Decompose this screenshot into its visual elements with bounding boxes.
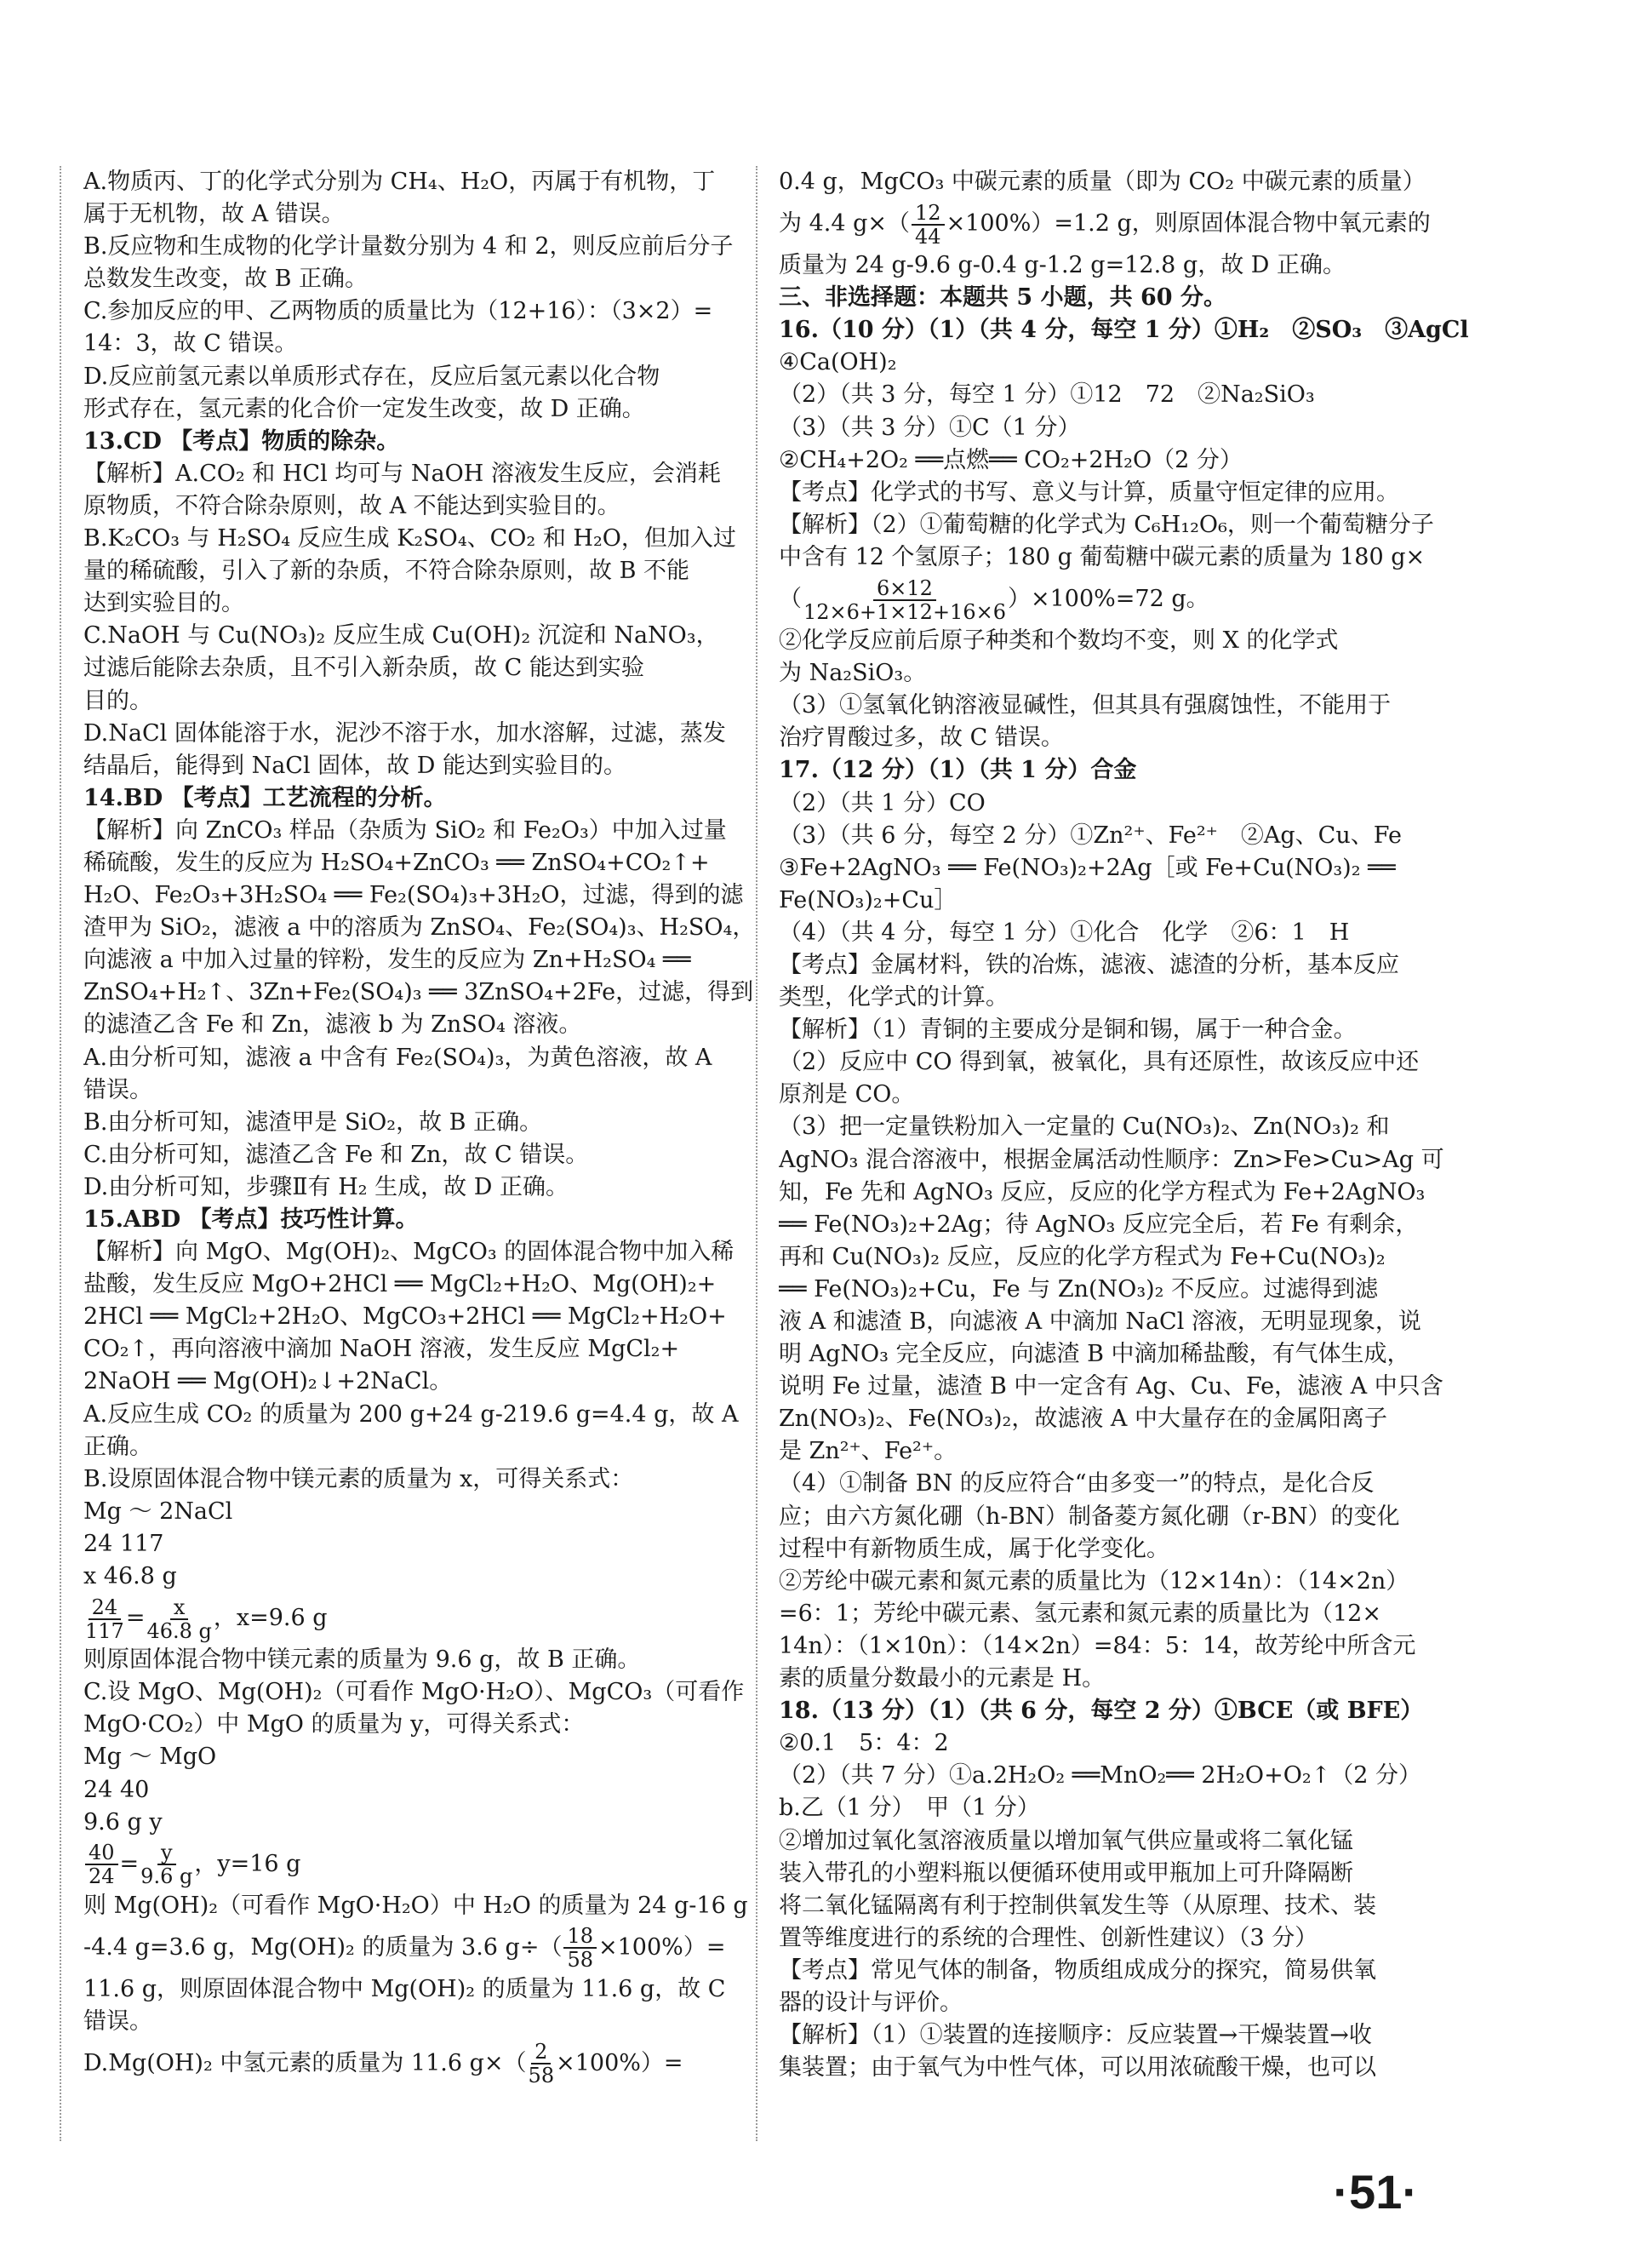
fraction: $\frac{24}{117}$	[85, 1595, 124, 1643]
text-line: ②化学反应前后原子种类和个数均不变，则 X 的化学式	[779, 627, 1339, 655]
text-line: C.NaOH 与 Cu(NO₃)₂ 反应生成 Cu(OH)₂ 沉淀和 NaNO₃，	[83, 622, 719, 650]
text-line: B.反应物和生成物的化学计量数分别为 4 和 2，则反应前后分子	[83, 233, 734, 261]
text-line: 应；由六方氮化硼（h-BN）制备菱方氮化硼（r-BN）的变化	[779, 1503, 1400, 1530]
text-line: Fe(NO₃)₂+Cu］	[779, 886, 957, 913]
text-line: MgO·CO₂）中 MgO 的质量为 y，可得关系式：	[83, 1711, 585, 1738]
left-margin-rule	[60, 166, 61, 2141]
text-line: 2HCl ══ MgCl₂+2H₂O、MgCO₃+2HCl ══ MgCl₂+H₂O+	[83, 1303, 727, 1331]
text-line: ②增加过氧化氢溶液质量以增加氧气供应量或将二氧化锰	[779, 1827, 1353, 1854]
text-line: 过程中有新物质生成，属于化学变化。	[779, 1535, 1169, 1562]
text-line: 原剂是 CO。	[779, 1081, 915, 1108]
text-line: 2NaOH ══ Mg(OH)₂↓+2NaCl。	[83, 1368, 453, 1395]
text-line: 素的质量分数最小的元素是 H。	[779, 1665, 1106, 1692]
answer-16-heading: 16.（10 分）（1）（共 4 分，每空 1 分）①H₂ ②SO₃ ③AgCl	[779, 317, 1469, 344]
text-line: 达到实验目的。	[83, 590, 244, 617]
text-line: 渣甲为 SiO₂，滤液 a 中的溶质为 ZnSO₄、Fe₂(SO₄)₃、H₂SO₄，	[83, 914, 756, 942]
text-line: 器的设计与评价。	[779, 1989, 963, 2016]
text-line: 明 AgNO₃ 完全反应，向滤渣 B 中滴加稀盐酸，有气体生成，	[779, 1341, 1410, 1368]
text-line: 14：3，故 C 错误。	[83, 330, 298, 358]
text-line: 正确。	[83, 1433, 152, 1460]
text-line: 【解析】向 ZnCO₃ 样品（杂质为 SiO₂ 和 Fe₂O₃）中加入过量	[83, 816, 727, 844]
text-line: （2）（共 7 分）①a.2H₂O₂ ══MnO₂══ 2H₂O+O₂↑（2 分）	[779, 1762, 1422, 1790]
text-line: 【考点】常见气体的制备，物质组成成分的探究，简易供氧	[779, 1956, 1376, 1984]
text-line: Zn(NO₃)₂、Fe(NO₃)₂，故滤液 A 中大量存在的金属阳离子	[779, 1406, 1387, 1433]
text-line: AgNO₃ 混合溶液中，根据金属活动性顺序：Zn>Fe>Cu>Ag 可	[779, 1146, 1444, 1173]
fraction: $\frac{6\times 12}{12\times 6+1\times 12+16\times 6}$	[803, 576, 1006, 624]
text-line: 9.6 g y	[83, 1808, 163, 1835]
text-line: ZnSO₄+H₂↑、3Zn+Fe₂(SO₄)₃ ══ 3ZnSO₄+2Fe，过滤，得到	[83, 979, 754, 1006]
text-line: 24 117	[83, 1530, 164, 1557]
text-line: ②芳纶中碳元素和氮元素的质量比为（12×14n）：（14×2n）	[779, 1567, 1409, 1595]
text-line: 总数发生改变，故 B 正确。	[83, 266, 369, 293]
text-line: 0.4 g，MgCO₃ 中碳元素的质量（即为 CO₂ 中碳元素的质量）	[779, 169, 1426, 195]
text-line: CO₂↑，再向溶液中滴加 NaOH 溶液，发生反应 MgCl₂+	[83, 1336, 680, 1363]
text-line: （4）①制备 BN 的反应符合“由多变一”的特点，是化合反	[779, 1470, 1375, 1498]
fraction: $\frac{x}{46.8 g}$	[146, 1595, 212, 1643]
text-line: 治疗胃酸过多，故 C 错误。	[779, 724, 1064, 752]
text-line: 类型，化学式的计算。	[779, 984, 1009, 1011]
text-line: 中含有 12 个氢原子；180 g 葡萄糖中碳元素的质量为 180 g×	[779, 543, 1426, 570]
text-line: （2）反应中 CO 得到氧，被氧化，具有还原性，故该反应中还	[779, 1049, 1420, 1076]
text-line: 形式存在，氢元素的化合价一定发生改变，故 D 正确。	[83, 395, 645, 422]
text-line: 11.6 g，则原固体混合物中 Mg(OH)₂ 的质量为 11.6 g，故 C	[83, 1975, 726, 2002]
text-line: 盐酸，发生反应 MgO+2HCl ══ MgCl₂+H₂O、Mg(OH)₂+	[83, 1271, 717, 1298]
text-line: 错误。	[83, 1076, 152, 1103]
text-line: C.由分析可知，滤渣乙含 Fe 和 Zn，故 C 错误。	[83, 1141, 589, 1168]
text-line: b.乙（1 分） 甲（1 分）	[779, 1795, 1040, 1822]
fraction: $\frac{y}{9.6 g}$	[140, 1841, 193, 1889]
text-line: （2）（共 3 分，每空 1 分）①12 72 ②Na₂SiO₃	[779, 381, 1315, 409]
text-line: 【解析】向 MgO、Mg(OH)₂、MgCO₃ 的固体混合物中加入稀	[83, 1239, 735, 1266]
text-line: 向滤液 a 中加入过量的锌粉，发生的反应为 Zn+H₂SO₄ ══	[83, 947, 691, 974]
text-line: 再和 Cu(NO₃)₂ 反应，反应的化学方程式为 Fe+Cu(NO₃)₂	[779, 1243, 1386, 1270]
fraction-equation-glucose: （ $\frac{6\times 12}{12\times 6+1\times 12+16\times 6}$ ）×100%=72 g。	[779, 576, 1209, 624]
text-line: （3）（共 3 分）①C（1 分）	[779, 414, 1081, 441]
text-line: 液 A 和滤渣 B，向滤液 A 中滴加 NaCl 溶液，无明显现象，说	[779, 1309, 1421, 1335]
text-line: 【解析】（1）①装置的连接顺序：反应装置→干燥装置→收	[779, 2022, 1372, 2049]
text-line: 质量为 24 g-9.6 g-0.4 g-1.2 g=12.8 g，故 D 正确。	[779, 252, 1346, 279]
text-line: ══ Fe(NO₃)₂+2Ag；待 AgNO₃ 反应完全后，若 Fe 有剩余，	[779, 1211, 1419, 1238]
text-line: C.参加反应的甲、乙两物质的质量比为（12+16）：（3×2）=	[83, 298, 713, 325]
page-number: ·51·	[1333, 2165, 1418, 2219]
text-line: =6：1；芳纶中碳元素、氢元素和氮元素的质量比为（12×	[779, 1600, 1381, 1627]
text-line: 【考点】化学式的书写、意义与计算，质量守恒定律的应用。	[779, 478, 1399, 506]
answer-17-heading: 17.（12 分）（1）（共 1 分）合金	[779, 757, 1137, 784]
text-line: 【解析】（1）青铜的主要成分是铜和锡，属于一种合金。	[779, 1016, 1357, 1044]
text-line: 结晶后，能得到 NaCl 固体，故 D 能达到实验目的。	[83, 752, 626, 779]
fraction-equation-c: 为 4.4 g×（ $\frac{12}{44}$ ×100%）=1.2 g，则原固体混合物中氧元素的	[779, 200, 1431, 249]
section-heading: 三、非选择题：本题共 5 小题，共 60 分。	[779, 284, 1226, 312]
text-line: （3）把一定量铁粉加入一定量的 Cu(NO₃)₂、Zn(NO₃)₂ 和	[779, 1114, 1390, 1141]
text-line: （3）（共 6 分，每空 2 分）①Zn²⁺、Fe²⁺ ②Ag、Cu、Fe	[779, 822, 1402, 849]
text-line: 14n）：（1×10n）：（14×2n）=84：5：14，故芳纶中所含元	[779, 1632, 1416, 1659]
fraction: $\frac{2}{58}$	[528, 2040, 555, 2088]
fraction: $\frac{18}{58}$	[563, 1925, 597, 1971]
text-line: 说明 Fe 过量，滤渣 B 中一定含有 Ag、Cu、Fe，滤液 A 中只含	[779, 1373, 1443, 1400]
text-line: 是 Zn²⁺、Fe²⁺。	[779, 1438, 957, 1465]
answer-18-heading: 18.（13 分）（1）（共 6 分，每空 2 分）①BCE（或 BFE）	[779, 1698, 1424, 1725]
text-line: D.反应前氢元素以单质形式存在，反应后氢元素以化合物	[83, 363, 660, 390]
text-line: 目的。	[83, 687, 152, 714]
text-line: Mg ～ 2NaCl	[83, 1498, 233, 1525]
text-line: 知，Fe 先和 AgNO₃ 反应，反应的化学方程式为 Fe+2AgNO₃	[779, 1178, 1426, 1205]
text-line: ②CH₄+2O₂ ══点燃══ CO₂+2H₂O（2 分）	[779, 446, 1243, 473]
text-line: （2）（共 1 分）CO	[779, 789, 986, 816]
fraction: $\frac{12}{44}$	[912, 202, 945, 248]
text-line: （4）（共 4 分，每空 1 分）①化合 化学 ②6：1 H	[779, 919, 1350, 946]
text-line: 【解析】A.CO₂ 和 HCl 均可与 NaOH 溶液发生反应，会消耗	[83, 460, 721, 487]
text-line: 错误。	[83, 2007, 152, 2035]
fraction-equation-d: D.Mg(OH)₂ 中氢元素的质量为 11.6 g×（ $\frac{2}{58}$ ×100%）=	[83, 2040, 683, 2088]
text-line: D.NaCl 固体能溶于水，泥沙不溶于水，加水溶解，过滤，蒸发	[83, 719, 726, 747]
text-line: 稀硫酸，发生的反应为 H₂SO₄+ZnCO₃ ══ ZnSO₄+CO₂↑+	[83, 849, 710, 876]
text-line: 量的稀硫酸，引入了新的杂质，不符合除杂原则，故 B 不能	[83, 558, 690, 585]
text-line: 置等维度进行的系统的合理性、创新性建议）（3 分）	[779, 1924, 1318, 1951]
text-line: （3）①氢氧化钠溶液显碱性，但其具有强腐蚀性，不能用于	[779, 692, 1392, 719]
text-line: A.由分析可知，滤液 a 中含有 Fe₂(SO₄)₃，为黄色溶液，故 A	[83, 1044, 712, 1071]
text-line: 的滤渣乙含 Fe 和 Zn，滤液 b 为 ZnSO₄ 溶液。	[83, 1011, 582, 1039]
text-line: B.K₂CO₃ 与 H₂SO₄ 反应生成 K₂SO₄、CO₂ 和 H₂O，但加入过	[83, 525, 736, 553]
text-line: 【考点】金属材料，铁的冶炼，滤液、滤渣的分析，基本反应	[779, 951, 1399, 978]
text-line: 24 40	[83, 1776, 150, 1803]
text-line: ④Ca(OH)₂	[779, 349, 897, 376]
text-line: B.设原固体混合物中镁元素的质量为 x，可得关系式：	[83, 1465, 634, 1492]
fraction-equation-x: $\frac{24}{117}$ = $\frac{x}{46.8 g}$ ，x=9.6 g	[85, 1595, 328, 1643]
text-line: 集装置；由于氧气为中性气体，可以用浓硫酸干燥，也可以	[779, 2054, 1376, 2082]
text-line: C.设 MgO、Mg(OH)₂（可看作 MgO·H₂O）、MgCO₃（可看作	[83, 1679, 745, 1706]
text-line: ══ Fe(NO₃)₂+Cu，Fe 与 Zn(NO₃)₂ 不反应。过滤得到滤	[779, 1275, 1379, 1303]
text-line: 则原固体混合物中镁元素的质量为 9.6 g，故 B 正确。	[83, 1646, 641, 1674]
text-line: B.由分析可知，滤渣甲是 SiO₂，故 B 正确。	[83, 1108, 543, 1136]
text-line: 【解析】（2）①葡萄糖的化学式为 C₆H₁₂O₆，则一个葡萄糖分子	[779, 511, 1434, 538]
text-line: Mg ～ MgO	[83, 1744, 217, 1771]
text-line: 过滤后能除去杂质，且不引入新杂质，故 C 能达到实验	[83, 655, 644, 682]
text-line: 原物质，不符合除杂原则，故 A 不能达到实验目的。	[83, 492, 620, 519]
fraction-equation-h2o: -4.4 g=3.6 g，Mg(OH)₂ 的质量为 3.6 g÷（ $\frac{18}{58}$ ×100%）=	[83, 1924, 726, 1973]
text-line: H₂O、Fe₂O₃+3H₂SO₄ ══ Fe₂(SO₄)₃+3H₂O，过滤，得到的滤	[83, 882, 744, 909]
text-line: ③Fe+2AgNO₃ ══ Fe(NO₃)₂+2Ag［或 Fe+Cu(NO₃)₂ ══	[779, 854, 1396, 881]
text-line: 将二氧化锰隔离有利于控制供氧发生等（从原理、技术、装	[779, 1892, 1376, 1919]
text-line: x 46.8 g	[83, 1563, 177, 1590]
text-line: D.由分析可知，步骤Ⅱ有 H₂ 生成，故 D 正确。	[83, 1173, 569, 1200]
text-line: 则 Mg(OH)₂（可看作 MgO·H₂O）中 H₂O 的质量为 24 g-16 g	[83, 1892, 748, 1919]
answer-15-heading: 15.ABD 【考点】技巧性计算。	[83, 1206, 419, 1233]
text-line: 属于无机物，故 A 错误。	[83, 201, 345, 228]
text-line: ②0.1 5：4：2	[779, 1730, 949, 1757]
fraction-equation-y: $\frac{40}{24}$ = $\frac{y}{9.6 g}$ ，y=16 g	[83, 1839, 790, 1890]
fraction: $\frac{40}{24}$	[85, 1841, 118, 1887]
right-column	[779, 166, 1485, 2084]
text-line: A.反应生成 CO₂ 的质量为 200 g+24 g-219.6 g=4.4 g，故 A	[83, 1400, 739, 1428]
text-line: 装入带孔的小塑料瓶以便循环使用或甲瓶加上可升降隔断	[779, 1859, 1353, 1887]
answer-13-heading: 13.CD 【考点】物质的除杂。	[83, 427, 400, 455]
left-column	[83, 166, 790, 2089]
answer-14-heading: 14.BD 【考点】工艺流程的分析。	[83, 784, 447, 811]
text-line: A.物质丙、丁的化学式分别为 CH₄、H₂O，丙属于有机物，丁	[83, 169, 716, 195]
text-line: 为 Na₂SiO₃。	[779, 660, 927, 687]
